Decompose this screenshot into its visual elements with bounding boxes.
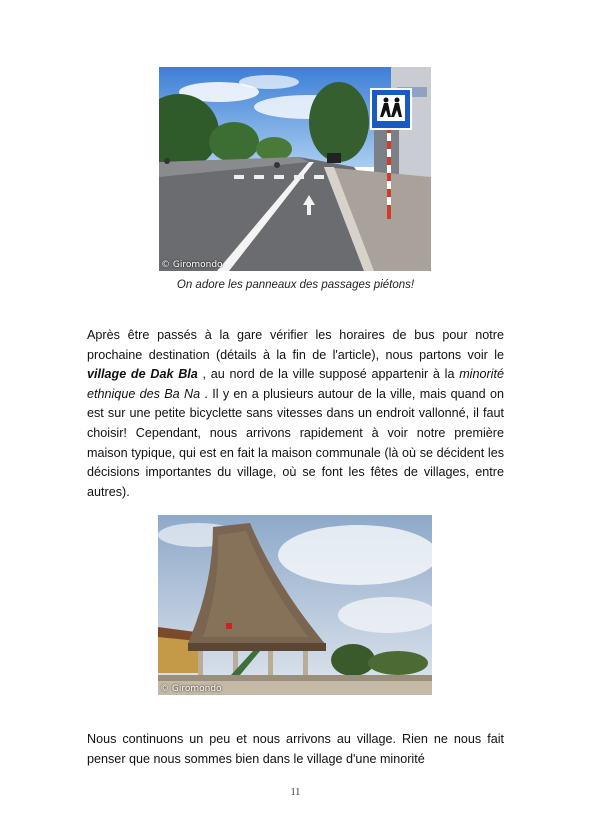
body-paragraph: Nous continuons un peu et nous arrivons au village. Rien ne nous fait penser que nous sommes bien dans le village d'une minorité — [87, 732, 504, 766]
page-number: 11 — [290, 787, 301, 798]
communal-house-photo — [158, 515, 432, 695]
ethnic-minority-name: minorité ethnique des Ba Na — [87, 367, 504, 401]
village-name: village de Dak Bla — [87, 367, 198, 382]
photo-caption: On adore les panneaux des passages piétons! — [176, 279, 415, 291]
street-photo — [159, 67, 431, 271]
body-paragraph: Après être passés à la gare vérifier les horaires de bus pour notre prochaine destination (détails à la fin de l'article), nous partons voir le village de Dak Bla , au nord de la ville supposé appartenir à la minorité ethnique des Ba Na . Il y en a plusieurs autour de la ville, mais quand on est sur une petite bicyclette sans vitesses dans un endroit vallonné, il faut choisir! Cependant, nous arrivons rapidement à voir notre première maison typique, qui est en fait la maison communale (là où se décident les décisions importantes du village, où se font les fêtes de villages, entre autres). — [87, 328, 504, 499]
photo-credit: © Giromondo — [160, 684, 222, 694]
photo-credit: © Giromondo — [161, 260, 223, 270]
